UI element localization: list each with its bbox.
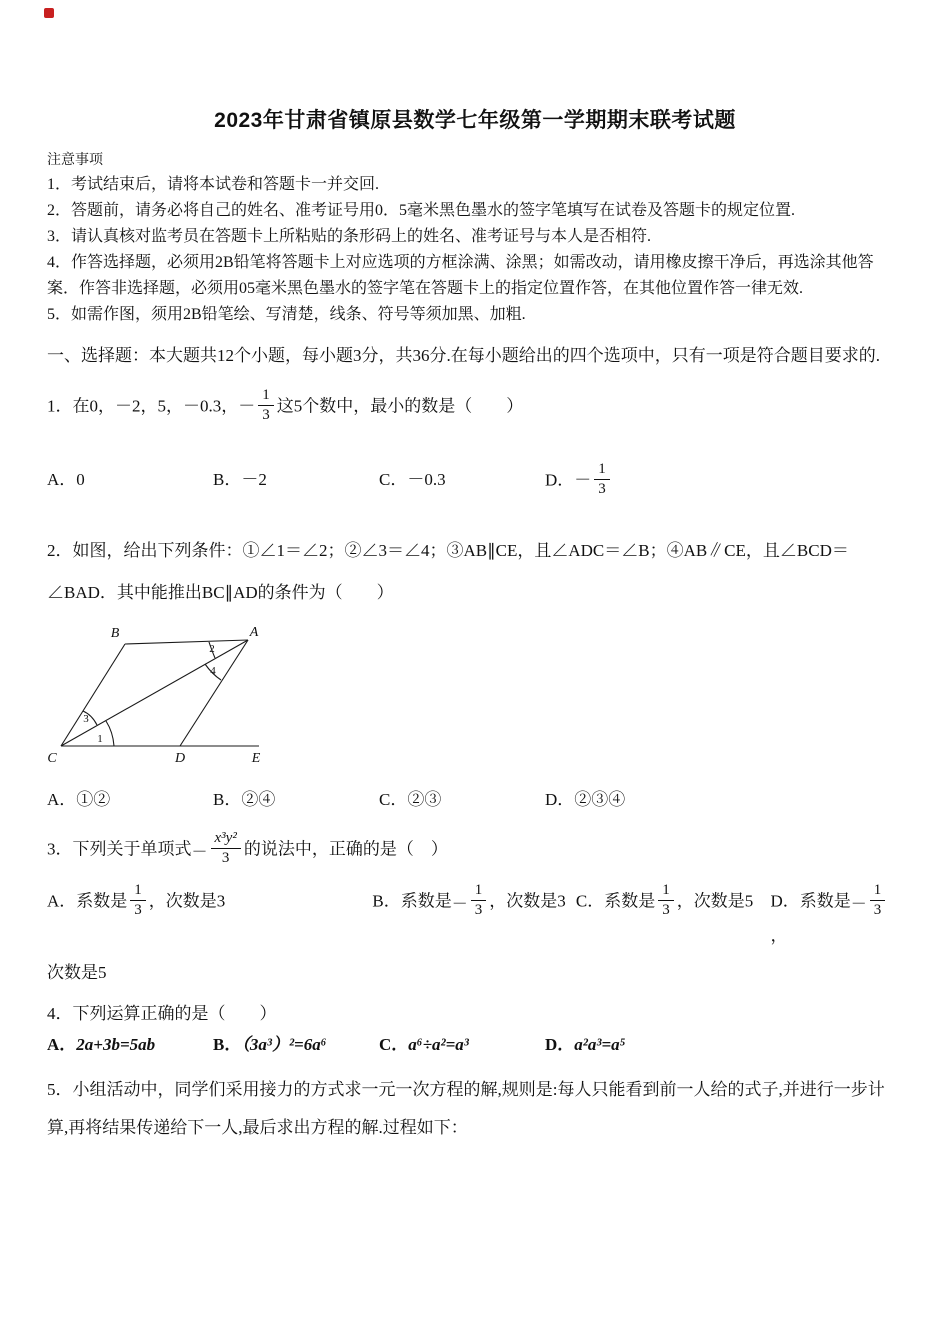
notice-item-5: 5．如需作图，须用2B铅笔绘、写清楚，线条、符号等须加黑、加粗. <box>47 306 526 323</box>
figure-angle-2: 2 <box>209 643 215 655</box>
q3-monomial-fraction <box>211 830 241 868</box>
notice-item-2: 2．答题前，请务必将自己的姓名、准考证号用0．5毫米黑色墨水的签字笔填写在试卷及答题卡的规定位置. <box>47 202 796 219</box>
figure-label-c: C <box>47 751 57 766</box>
question-1-options <box>47 460 903 501</box>
figure-labels <box>47 625 260 766</box>
figure-angle-1: 1 <box>97 733 103 745</box>
q4-option-a <box>47 1030 213 1055</box>
q3-option-d-post: ， <box>770 926 788 945</box>
minus-sign: － <box>850 895 867 913</box>
figure-lines <box>61 640 259 746</box>
figure-angle-3: 3 <box>83 713 89 725</box>
q1-option-b: B．－2 <box>213 470 267 490</box>
question-3-stem <box>47 832 903 870</box>
angle-1-arc <box>106 721 114 746</box>
fraction-numerator: 1 <box>130 882 146 901</box>
q3-stem-pre: 3．下列关于单项式 <box>47 839 192 859</box>
q3-option-b <box>372 881 575 922</box>
q2-option-b: B．②④ <box>213 790 276 809</box>
fraction-numerator: 1 <box>870 882 886 901</box>
q1-stem-post: 这5个数中，最小的数是（ ） <box>276 396 524 416</box>
section-1-heading: 一、选择题：本大题共12个小题，每小题3分，共36分.在每小题给出的四个选项中，只有一项是符合题目要求的. <box>47 346 880 365</box>
question-2-figure <box>47 622 297 770</box>
q3-stem-post: 的说法中，正确的是（ ） <box>243 839 448 859</box>
fraction-denominator: 3 <box>221 850 230 867</box>
q3-option-d <box>770 881 904 947</box>
q4-option-b-formula: （3a³）²=6a⁶ <box>241 1035 327 1054</box>
q1-stem-pre: 1．在0，－2，5，－0.3，－ <box>47 396 256 416</box>
q3-option-c <box>575 881 771 922</box>
q4-option-d-formula: a²a³=a⁵ <box>574 1035 626 1054</box>
q3-option-d-pre: D．系数是 <box>770 891 851 911</box>
q3-option-d-fraction <box>870 882 886 920</box>
minus-sign: － <box>451 895 468 913</box>
q1-option-c: C．－0.3 <box>379 470 446 490</box>
q1-option-d-label: D．－ <box>545 470 592 490</box>
fraction-numerator: 1 <box>258 387 274 406</box>
question-2-stem: 2．如图，给出下列条件：①∠1＝∠2；②∠3＝∠4；③AB∥CE，且∠ADC＝∠B；④AB∥CE，且∠BCD＝∠BAD．其中能推出BC∥AD的条件为（ ） <box>47 541 849 602</box>
q1-option-d-fraction <box>594 461 610 499</box>
fraction-numerator: 1 <box>594 461 610 480</box>
figure-label-b: B <box>110 626 120 641</box>
q3-option-c-fraction <box>658 882 674 920</box>
q4-option-d-label: D． <box>545 1035 575 1054</box>
q3-option-c-post: ，次数是5 <box>676 891 754 911</box>
q3-option-b-post: ，次数是3 <box>489 891 566 911</box>
line-bc <box>61 644 125 746</box>
fraction-numerator: 1 <box>658 882 674 901</box>
fraction-denominator: 3 <box>262 407 270 424</box>
minus-sign: － <box>191 844 208 862</box>
line-ac <box>61 640 248 746</box>
question-2-figure-container <box>47 622 903 775</box>
fraction-denominator: 3 <box>598 480 606 497</box>
q3-option-a-pre: A．系数是 <box>47 891 128 911</box>
notice-heading: 注意事项 <box>47 153 103 168</box>
question-5-stem: 5．小组活动中，同学们采用接力的方式求一元一次方程的解,规则是:每人只能看到前一人给的式子,并进行一步计算,再将结果传递给下一人,最后求出方程的解.过程如下： <box>47 1080 885 1137</box>
notice-section <box>47 150 903 328</box>
fraction-numerator: 1 <box>471 882 487 901</box>
q4-option-b <box>213 1030 379 1055</box>
q3-option-d-overflow: 次数是5 <box>47 963 107 982</box>
q2-option-a: A．①② <box>47 790 111 809</box>
q4-option-a-label: A． <box>47 1035 77 1054</box>
notice-item-4: 4．作答选择题，必须用2B铅笔将答题卡上对应选项的方框涂满、涂黑；如需改动，请用橡皮擦干净后，再选涂其他答案．作答非选择题，必须用05毫米黑色墨水的签字笔在答题卡上的指定位置作答，在其他位置作答一律无效. <box>47 254 874 297</box>
figure-label-e: E <box>251 751 261 766</box>
figure-label-d: D <box>174 751 186 766</box>
line-ba <box>125 640 248 644</box>
question-3-options <box>47 881 903 947</box>
q3-option-b-fraction <box>471 882 487 920</box>
q3-option-b-number <box>451 881 490 922</box>
q1-option-d <box>545 460 613 501</box>
q3-option-a <box>47 881 372 922</box>
q3-option-b-pre: B．系数是 <box>372 891 452 911</box>
question-1-stem <box>47 389 903 427</box>
q3-option-a-fraction <box>130 882 146 920</box>
q4-option-c-formula: a⁶÷a²=a³ <box>408 1035 469 1054</box>
fraction-denominator: 3 <box>873 901 882 918</box>
notice-item-3: 3．请认真核对监考员在答题卡上所粘贴的条形码上的姓名、准考证号与本人是否相符. <box>47 228 652 245</box>
q3-monomial <box>192 832 244 870</box>
page-title: 2023年甘肃省镇原县数学七年级第一学期期末联考试题 <box>214 109 736 132</box>
figure-angle-4: 4 <box>210 665 216 677</box>
q2-option-d: D．②③④ <box>545 790 626 809</box>
q3-option-d-number <box>850 881 889 922</box>
q4-option-d <box>545 1030 626 1055</box>
fraction-numerator: x³y² <box>211 830 241 849</box>
q4-option-a-formula: 2a+3b=5ab <box>76 1035 156 1054</box>
fraction-denominator: 3 <box>662 901 670 918</box>
fraction-denominator: 3 <box>474 901 483 918</box>
q1-option-a: A．0 <box>47 470 85 490</box>
q3-option-a-post: ，次数是3 <box>148 891 226 911</box>
fraction-denominator: 3 <box>134 901 142 918</box>
scan-red-mark <box>44 8 54 18</box>
notice-item-1: 1．考试结束后，请将本试卷和答题卡一并交回. <box>47 176 380 193</box>
question-2-options <box>47 785 903 810</box>
q4-option-c <box>379 1030 545 1055</box>
q4-option-c-label: C． <box>379 1035 409 1054</box>
q4-option-b-label: B． <box>213 1035 242 1054</box>
question-4-options <box>47 1030 903 1055</box>
q1-stem-fraction <box>258 387 274 425</box>
q3-option-c-pre: C．系数是 <box>575 891 656 911</box>
q2-option-c: C．②③ <box>379 790 442 809</box>
figure-label-a: A <box>249 625 259 640</box>
question-4-stem: 4．下列运算正确的是（ ） <box>47 1004 277 1023</box>
